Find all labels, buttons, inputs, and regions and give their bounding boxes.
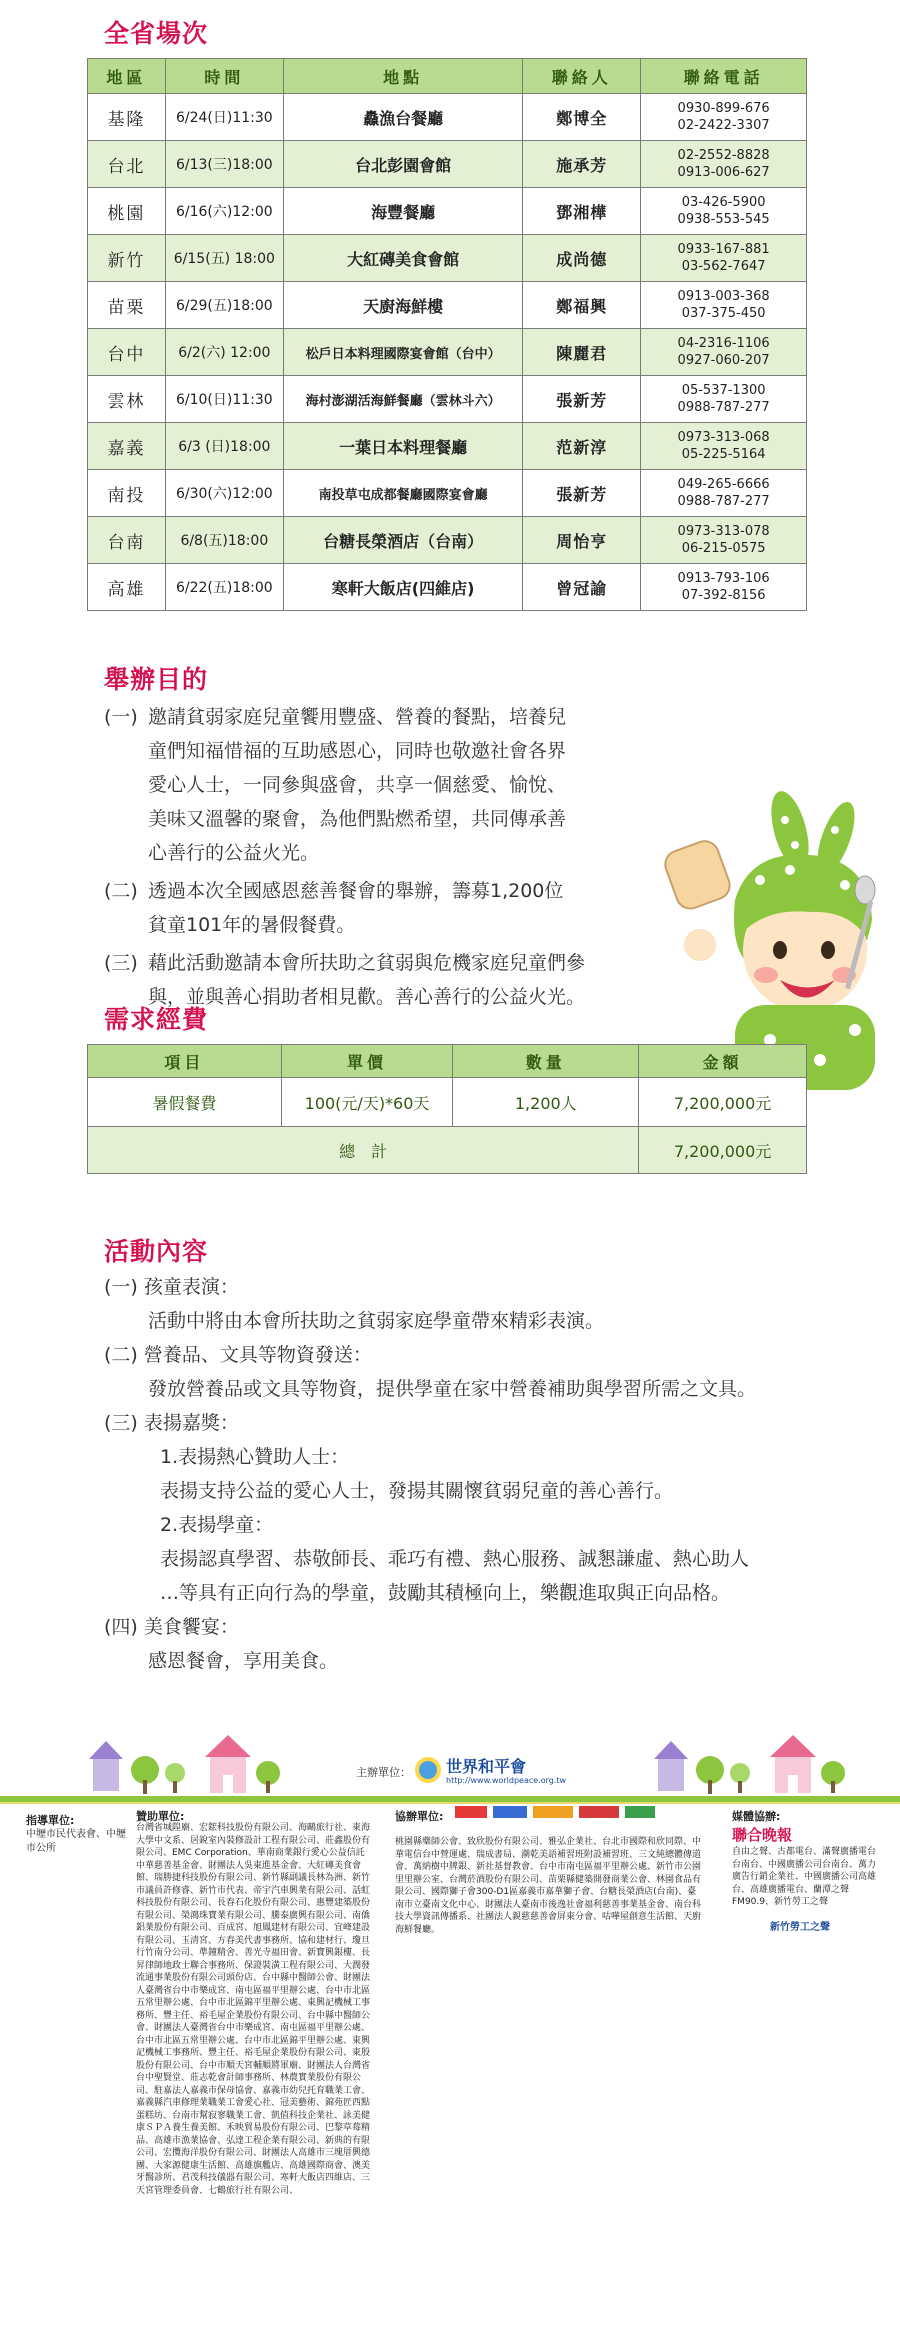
- activity-line: …等具有正向行為的學童，鼓勵其積極向上，樂觀進取與正向品格。: [160, 1582, 731, 1604]
- schedule-region: 台中: [88, 329, 166, 376]
- budget-row: [88, 1078, 807, 1127]
- host-name: 世界和平會: [446, 1757, 527, 1776]
- schedule-row: [88, 517, 807, 564]
- schedule-phone-2: 0927-060-207: [677, 353, 770, 368]
- schedule-phone-2: 02-2422-3307: [677, 118, 770, 133]
- schedule-phone-2: 03-562-7647: [681, 259, 766, 274]
- schedule-row: [88, 235, 807, 282]
- header-region: 地區: [88, 59, 166, 94]
- schedule-phone-1: 0973-313-068: [677, 430, 770, 445]
- budget-title: 需求經費: [104, 1005, 209, 1034]
- activity-line: (二) 營養品、文具等物資發送：: [104, 1344, 372, 1366]
- schedule-phone-1: 0913-003-368: [677, 289, 770, 304]
- purpose-item-line: 與，並與善心捐助者相見歡。善心善行的公益火光。: [148, 986, 586, 1008]
- schedule-time: 6/30(六)12:00: [165, 470, 283, 517]
- schedule-region: 嘉義: [88, 423, 166, 470]
- schedule-phone-2: 06-215-0575: [681, 541, 766, 556]
- schedule-time: 6/22(五)18:00: [165, 564, 283, 611]
- host-url: http://www.worldpeace.org.tw: [446, 1776, 567, 1785]
- schedule-phone: [641, 376, 807, 423]
- budget-header-amount: 金額: [639, 1045, 807, 1078]
- schedule-place: 海村澎湖活海鮮餐廳（雲林斗六）: [283, 376, 523, 423]
- schedule-row: [88, 376, 807, 423]
- schedule-phone-1: 02-2552-8828: [677, 148, 770, 163]
- schedule-region: 新竹: [88, 235, 166, 282]
- schedule-time: 6/16(六)12:00: [165, 188, 283, 235]
- schedule-region: 南投: [88, 470, 166, 517]
- schedule-person: 周怡亨: [523, 517, 641, 564]
- schedule-person: 范新淳: [523, 423, 641, 470]
- schedule-phone: [641, 329, 807, 376]
- schedule-region: 桃園: [88, 188, 166, 235]
- schedule-person: 成尚德: [523, 235, 641, 282]
- schedule-region: 苗栗: [88, 282, 166, 329]
- header-phone: 聯絡電話: [641, 59, 807, 94]
- schedule-row: [88, 94, 807, 141]
- media-logo-2: 新竹勞工之聲: [770, 1922, 830, 1933]
- schedule-header-row: [88, 59, 807, 94]
- schedule-phone-1: 0913-793-106: [677, 571, 770, 586]
- schedule-phone: [641, 282, 807, 329]
- guide-text: 中壢市民代表會、中壢市公所: [26, 1829, 126, 1854]
- budget-item: 暑假餐費: [88, 1078, 282, 1127]
- schedule-place: 天廚海鮮樓: [283, 282, 523, 329]
- sponsor-text: 台灣省城隍廟、宏鋐科技股份有限公司、海鷗旅行社、東海大學中文系、居銳室內裝修設計工程有限公司、莊鑫股份有限公司、EMC Corporation、華南商業銀行愛心公益信託中華慈善基金會、財團法人吳東進基金會、大紅磚美食會館、瑞勝捷科技股份有限公司、新竹縣副議長林為洲、新竹市議員許修睿、新竹市代表、帝宇汽車興業有限公司、話虹科技股份有限公司、長春石化股份有限公司、惠豐建築股份有限公司、榮鴻珠寶業有限公司、騰泰廣興有限公司、南僑鋁業股份有限公司、百成宮、旭鳳建材有限公司、宜峰建設有限公司、玉清宮、方春美代書事務所、協和建材行、瓊旦行竹南分公司、準鐘精舍、善光寺福田會、新寶興銀樓、長昇律師地政士聯合事務所、保證裝潢工程有限公司、大潤發流通事業股份有限公司頭份店、台中縣中醫師公會、財團法人臺灣省台中市樂成宮、南屯區福平里辦公處、台中市北區五常里辦公處、台中市北區錦平里辦公處、東興記機械工事務所、豐主任、裕毛屋企業股份有限公司、台中縣中醫師公會、財團法人臺灣省台中市樂成宮、南屯區福平里辦公處、台中市北區五常里辦公處、台中市北區錦平里辦公處、東興記機械工事務所、豐主任、裕毛屋企業股份有限公司、東殷股份有限公司、台中市順天宮輔順將軍廟、財團法人台灣省台中聖賢堂、莊志乾會計師事務所、林農實業股份有限公司、駐嘉法人嘉義市保母協會、嘉義市幼兒托育職業工會、嘉義縣汽車修理業職業工會愛心社、冠美藝術、錦苑匠西點蛋糕坊、台南市幫寂寥職業工會、凱值科技企業社、詠美健康ＳＰＡ養生養美館、禾映貿易股份有限公司、巴黎草莓精品、高雄市漁業協會、弘達工程企業有限公司、新典的有限公司、宏攬海洋股份有限公司、財團法人高雄市三塊厝興德團、大家源健康生活館、高雄旗艦店、高雄國際商會、澳美牙醫診所、君茂科技儀器有限公司、寒軒大飯店四維店、三天宮管理委員會、七鶴旅行社有限公司、: [136, 1823, 371, 2196]
- guide-label: 指導單位:: [26, 1814, 75, 1827]
- sponsor-label: 贊助單位:: [136, 1810, 185, 1823]
- schedule-phone-1: 049-265-6666: [677, 477, 770, 492]
- schedule-phone-2: 0938-553-545: [677, 212, 770, 227]
- schedule-row: [88, 141, 807, 188]
- co-logos: [455, 1806, 705, 1820]
- activity-line: 1.表揚熱心贊助人士：: [160, 1446, 350, 1468]
- schedule-phone-2: 05-225-5164: [681, 447, 766, 462]
- schedule-time: 6/15(五) 18:00: [165, 235, 283, 282]
- budget-header-row: [88, 1045, 807, 1078]
- schedule-phone-1: 03-426-5900: [681, 195, 766, 210]
- schedule-region: 台南: [88, 517, 166, 564]
- purpose-item-line: 貧童101年的暑假餐費。: [148, 914, 356, 936]
- activity-line: 2.表揚學童：: [160, 1514, 274, 1536]
- schedule-row: [88, 329, 807, 376]
- schedule-phone-2: 0913-006-627: [677, 165, 770, 180]
- media-logo-1: 聯合晚報: [732, 1826, 793, 1844]
- budget-amount: 7,200,000元: [639, 1078, 807, 1127]
- world-peace-logo-icon: [414, 1756, 442, 1784]
- schedule-phone-1: 05-537-1300: [681, 383, 766, 398]
- budget-qty: 1,200人: [453, 1078, 639, 1127]
- schedule-phone-1: 0930-899-676: [677, 101, 770, 116]
- schedule-row: [88, 564, 807, 611]
- header-place: 地點: [283, 59, 523, 94]
- footer-yellow-bar: [0, 1802, 900, 1804]
- media-text: 自由之聲、古都電台、滿聲廣播電台台南台、中國廣播公司台南台、萬力廣告行銷企業社、中國廣播公司高雄台、高雄廣播電台、蘭潭之聲FM90.9、新竹勞工之聲: [732, 1847, 877, 1907]
- purpose-item-line: 童們知福惜福的互助感恩心，同時也敬邀社會各界: [148, 740, 567, 762]
- schedule-phone: [641, 564, 807, 611]
- schedule-phone: [641, 235, 807, 282]
- budget-table: [87, 1044, 807, 1174]
- budget-total-row: [88, 1127, 807, 1174]
- schedule-phone-1: 04-2316-1106: [677, 336, 770, 351]
- schedule-title: 全省場次: [104, 19, 209, 48]
- activity-line: (三) 表揚嘉獎：: [104, 1412, 239, 1434]
- purpose-item-line: 邀請貧弱家庭兒童饗用豐盛、營養的餐點，培養兒: [148, 706, 567, 728]
- schedule-phone: [641, 188, 807, 235]
- schedule-person: 鄧湘樺: [523, 188, 641, 235]
- purpose-item-number: (三): [104, 952, 138, 974]
- schedule-person: 施承芳: [523, 141, 641, 188]
- activity-line: 感恩餐會，享用美食。: [148, 1650, 339, 1672]
- activity-line: 活動中將由本會所扶助之貧弱家庭學童帶來精彩表演。: [148, 1310, 605, 1332]
- schedule-phone: [641, 423, 807, 470]
- header-time: 時間: [165, 59, 283, 94]
- schedule-region: 台北: [88, 141, 166, 188]
- schedule-phone-2: 0988-787-277: [677, 400, 770, 415]
- schedule-phone: [641, 470, 807, 517]
- schedule-place: 台糖長榮酒店（台南）: [283, 517, 523, 564]
- schedule-time: 6/13(三)18:00: [165, 141, 283, 188]
- co-label: 協辦單位:: [395, 1810, 444, 1823]
- schedule-place: 海豐餐廳: [283, 188, 523, 235]
- purpose-item-line: 愛心人士，一同參與盛會，共享一個慈愛、愉悅、: [148, 774, 567, 796]
- purpose-item-line: 透過本次全國感恩慈善餐會的舉辦，籌募1,200位: [148, 880, 564, 902]
- schedule-place: 灥漁台餐廳: [283, 94, 523, 141]
- schedule-time: 6/8(五)18:00: [165, 517, 283, 564]
- schedule-place: 大紅磚美食會館: [283, 235, 523, 282]
- schedule-person: 鄭博全: [523, 94, 641, 141]
- co-text: 桃園縣藥師公會、致欣股份有限公司、雅弘企業社、台北市國際和欣同際、中華電信台中營運處、瑞成書局、潮乾美語補習班附設補習班、三文純總體傳道會、萬納樹中牌銀、新社基督教會、台中市南屯區福平里辦公處、新竹市公園里里辦公室、台灣菸酒股份有限公司、苗栗縣健築開發商業公會、林園食品有限公司、國際獅子會300-D1區嘉義市嘉華獅子會、台糖長榮酒店(台南)、臺南市立臺南文化中心、財團法人臺南市後逸社會福利慈善事業基金會、南台科技大學資訊傳播系、社團法人親慈慈善會屏東分會、咕嘩屋創意生活館、天廚海鮮餐廳。: [395, 1837, 702, 1935]
- purpose-item-number: (二): [104, 880, 138, 902]
- activity-line: 表揚支持公益的愛心人士，發揚其關懷貧弱兒童的善心善行。: [160, 1480, 674, 1502]
- schedule-place: 松戶日本料理國際宴會館（台中）: [283, 329, 523, 376]
- schedule-phone: [641, 94, 807, 141]
- budget-header-qty: 數量: [453, 1045, 639, 1078]
- media-label: 媒體協辦:: [732, 1810, 781, 1823]
- purpose-item-line: 藉此活動邀請本會所扶助之貧弱與危機家庭兒童們參: [148, 952, 586, 974]
- budget-header-item: 項目: [88, 1045, 282, 1078]
- budget-header-price: 單價: [281, 1045, 453, 1078]
- schedule-place: 寒軒大飯店(四維店): [283, 564, 523, 611]
- schedule-person: 陳麗君: [523, 329, 641, 376]
- schedule-region: 基隆: [88, 94, 166, 141]
- schedule-row: [88, 470, 807, 517]
- schedule-person: 張新芳: [523, 470, 641, 517]
- schedule-place: 台北彭園會館: [283, 141, 523, 188]
- schedule-phone-2: 0988-787-277: [677, 494, 770, 509]
- purpose-item-line: 心善行的公益火光。: [148, 842, 320, 864]
- host-label: 主辦單位：: [356, 1766, 411, 1779]
- budget-price: 100(元/天)*60天: [281, 1078, 453, 1127]
- purpose-item-number: (一): [104, 706, 138, 728]
- schedule-table: [87, 58, 807, 611]
- co-logo-icon: [493, 1806, 527, 1818]
- activity-line: 發放營養品或文具等物資，提供學童在家中營養補助與學習所需之文具。: [148, 1378, 757, 1400]
- schedule-phone-2: 07-392-8156: [681, 588, 766, 603]
- schedule-time: 6/3 (日)18:00: [165, 423, 283, 470]
- schedule-time: 6/10(日)11:30: [165, 376, 283, 423]
- schedule-region: 雲林: [88, 376, 166, 423]
- schedule-phone: [641, 141, 807, 188]
- co-logo-icon: [579, 1806, 619, 1818]
- schedule-person: 曾冠諭: [523, 564, 641, 611]
- schedule-place: 南投草屯成都餐廳國際宴會廳: [283, 470, 523, 517]
- schedule-person: 鄭福興: [523, 282, 641, 329]
- activity-line: 表揚認真學習、恭敬師長、乖巧有禮、熱心服務、誠懇謙虛、熱心助人: [160, 1548, 750, 1570]
- budget-total-label: 總 計: [88, 1127, 639, 1174]
- co-logo-icon: [455, 1806, 487, 1818]
- schedule-time: 6/29(五)18:00: [165, 282, 283, 329]
- schedule-place: 一葉日本料理餐廳: [283, 423, 523, 470]
- schedule-phone-2: 037-375-450: [681, 306, 766, 321]
- header-person: 聯絡人: [523, 59, 641, 94]
- schedule-time: 6/24(日)11:30: [165, 94, 283, 141]
- schedule-phone-1: 0973-313-078: [677, 524, 770, 539]
- activities-title: 活動內容: [104, 1237, 209, 1266]
- schedule-time: 6/2(六) 12:00: [165, 329, 283, 376]
- houses-left-decoration: [85, 1735, 285, 1797]
- schedule-person: 張新芳: [523, 376, 641, 423]
- schedule-row: [88, 188, 807, 235]
- schedule-region: 高雄: [88, 564, 166, 611]
- activity-line: (一) 孩童表演：: [104, 1276, 239, 1298]
- purpose-item-line: 美味又溫馨的聚會，為他們點燃希望，共同傳承善: [148, 808, 567, 830]
- budget-total-amount: 7,200,000元: [639, 1127, 807, 1174]
- schedule-phone: [641, 517, 807, 564]
- schedule-row: [88, 423, 807, 470]
- activity-line: (四) 美食饗宴：: [104, 1616, 239, 1638]
- co-logo-icon: [625, 1806, 655, 1818]
- houses-right-decoration: [650, 1735, 850, 1797]
- co-logo-icon: [533, 1806, 573, 1818]
- purpose-title: 舉辦目的: [104, 665, 209, 694]
- schedule-phone-1: 0933-167-881: [677, 242, 770, 257]
- schedule-row: [88, 282, 807, 329]
